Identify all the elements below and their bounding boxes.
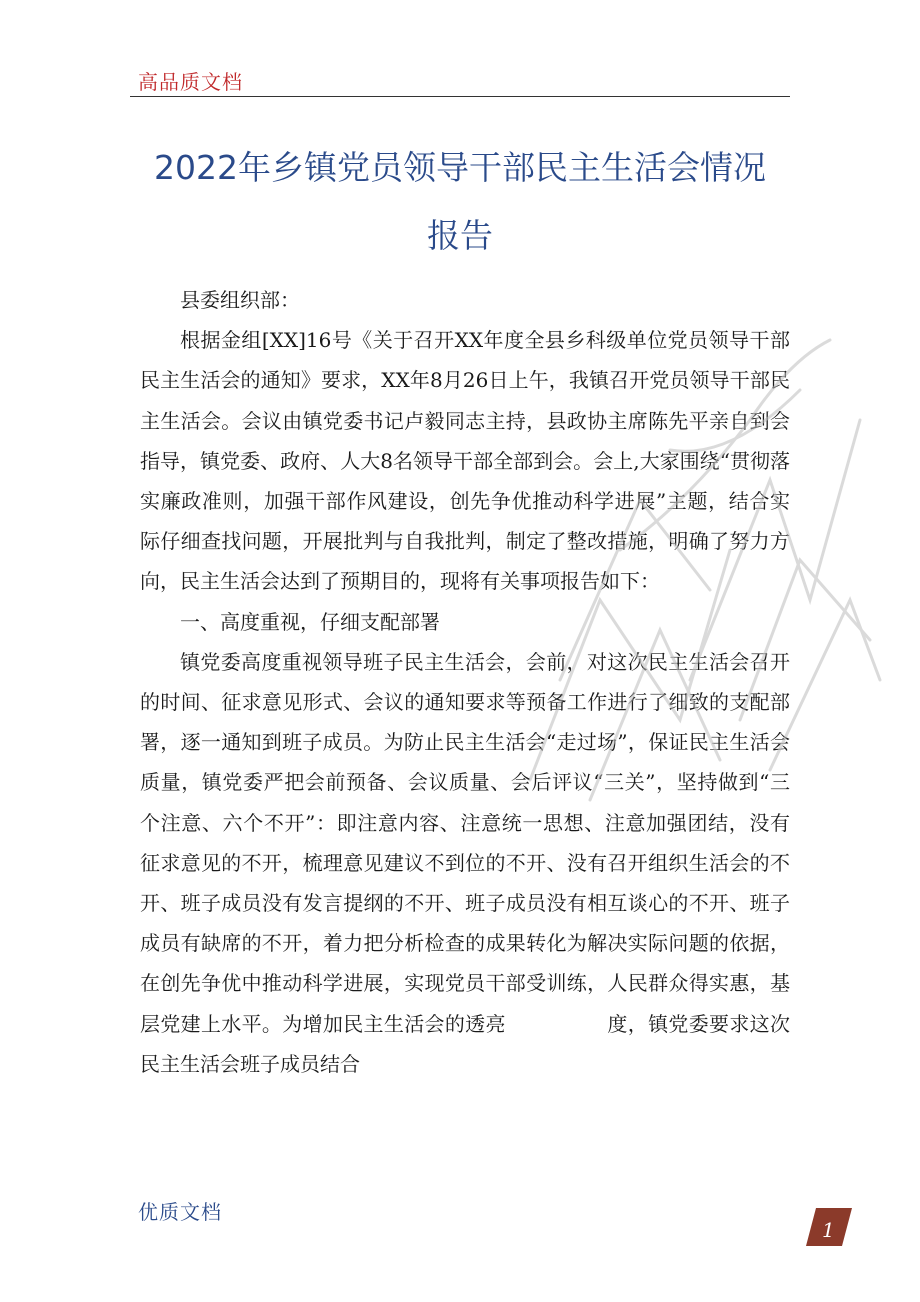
header-divider — [130, 96, 790, 97]
footer-brand: 优质文档 — [138, 1200, 222, 1224]
section-heading-1: 一、高度重视，仔细支配部署 — [180, 609, 440, 634]
document-title — [130, 134, 790, 270]
header-brand: 高品质文档 — [138, 70, 243, 94]
document-body — [140, 280, 790, 1084]
paragraph-intro: 根据金组[XX]16号《关于召开XX年度全县乡科级单位党员领导干部民主生活会的通知》要求，XX年8月26日上午，我镇召开党员领导干部民主生活会。会议由镇党委书记卢毅同志主持，县政协主席陈先平亲自到会指导，镇党委、政府、人大8名领导干部全部到会。会上,大家围绕“贯彻落实廉政准则，加强干部作风建设，创先争优推动科学进展”主题，结合实际仔细查找问题，开展批判与自我批判，制定了整改措施，明确了努力方向，民主生活会达到了预期目的，现将有关事项报告如下： — [140, 328, 790, 594]
page-number: 1 — [822, 1218, 835, 1242]
title-line-1: 2022年乡镇党员领导干部民主生活会情况 — [154, 148, 766, 187]
paragraph-section-1: 镇党委高度重视领导班子民主生活会，会前，对这次民主生活会召开的时间、征求意见形式、会议的通知要求等预备工作进行了细致的支配部署，逐一通知到班子成员。为防止民主生活会“走过场”，保证民主生活会质量，镇党委严把会前预备、会议质量、会后评议“三关”，坚持做到“三个注意、六个不开”：即注意内容、注意统一思想、注意加强团结，没有征求意见的不开，梳理意见建议不到位的不开、没有召开组织生活会的不开、班子成员没有发言提纲的不开、班子成员没有相互谈心的不开、班子成员有缺席的不开，着力把分析检查的成果转化为解决实际问题的依据，在创先争优中推动科学进展，实现党员干部受训练，人民群众得实惠，基层党建上水平。为增加民主生活会的透亮 度，镇党委要求这次民主生活会班子成员结合 — [140, 649, 790, 1076]
title-line-2: 报告 — [427, 216, 493, 255]
salutation: 县委组织部： — [180, 288, 300, 312]
